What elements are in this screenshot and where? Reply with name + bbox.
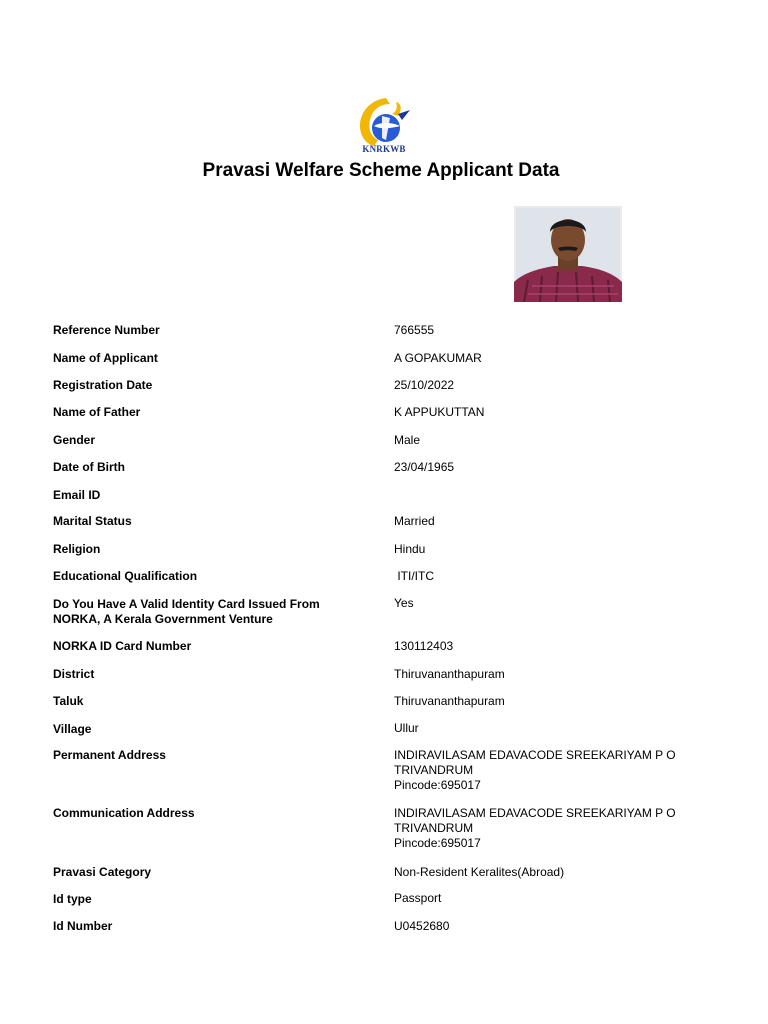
field-label-reference-number: Reference Number <box>53 323 160 337</box>
field-label-village: Village <box>53 722 92 736</box>
field-value-marital-status: Married <box>394 514 435 528</box>
field-value-educational-qualification: ITI/ITC <box>394 569 434 583</box>
field-label-religion: Religion <box>53 542 101 556</box>
field-label-norka-identity-card: Do You Have A Valid Identity Card Issued From NORKA, A Kerala Government Venture <box>53 597 320 626</box>
field-label-pravasi-category: Pravasi Category <box>53 865 152 879</box>
field-value-pravasi-category: Non-Resident Keralites(Abroad) <box>394 865 565 879</box>
field-value-norka-id-card-number: 130112403 <box>394 639 454 653</box>
field-label-communication-address: Communication Address <box>53 806 195 820</box>
field-value-name-of-applicant: A GOPAKUMAR <box>394 351 482 365</box>
field-label-id-type: Id type <box>53 892 92 906</box>
field-label-norka-id-card-number: NORKA ID Card Number <box>53 639 192 653</box>
field-value-id-number: U0452680 <box>394 919 450 933</box>
logo-text: KNRKWB <box>362 144 406 154</box>
field-value-id-type: Passport <box>394 891 442 905</box>
field-value-gender: Male <box>394 433 421 447</box>
field-label-district: District <box>53 667 95 681</box>
field-label-taluk: Taluk <box>53 694 84 708</box>
field-label-registration-date: Registration Date <box>53 378 153 392</box>
field-label-marital-status: Marital Status <box>53 514 132 528</box>
field-label-permanent-address: Permanent Address <box>53 748 166 762</box>
field-label-date-of-birth: Date of Birth <box>53 460 125 474</box>
field-label-gender: Gender <box>53 433 96 447</box>
page-title: Pravasi Welfare Scheme Applicant Data <box>202 160 560 181</box>
field-value-religion: Hindu <box>394 542 426 556</box>
field-value-reference-number: 766555 <box>394 323 435 337</box>
field-value-permanent-address: INDIRAVILASAM EDAVACODE SREEKARIYAM P O TRIVANDRUM Pincode:695017 <box>394 748 676 792</box>
field-value-norka-identity-card: Yes <box>394 596 414 610</box>
field-label-id-number: Id Number <box>53 919 113 933</box>
field-value-name-of-father: K APPUKUTTAN <box>394 405 485 419</box>
field-value-date-of-birth: 23/04/1965 <box>394 460 455 474</box>
applicant-photo <box>514 206 622 302</box>
field-value-communication-address: INDIRAVILASAM EDAVACODE SREEKARIYAM P O TRIVANDRUM Pincode:695017 <box>394 806 676 850</box>
field-label-name-of-applicant: Name of Applicant <box>53 351 158 365</box>
field-label-email-id: Email ID <box>53 488 101 502</box>
field-label-name-of-father: Name of Father <box>53 405 141 419</box>
field-label-educational-qualification: Educational Qualification <box>53 569 198 583</box>
field-value-taluk: Thiruvananthapuram <box>394 694 505 708</box>
field-value-district: Thiruvananthapuram <box>394 667 505 681</box>
field-value-registration-date: 25/10/2022 <box>394 378 455 392</box>
field-value-village: Ullur <box>394 721 419 735</box>
